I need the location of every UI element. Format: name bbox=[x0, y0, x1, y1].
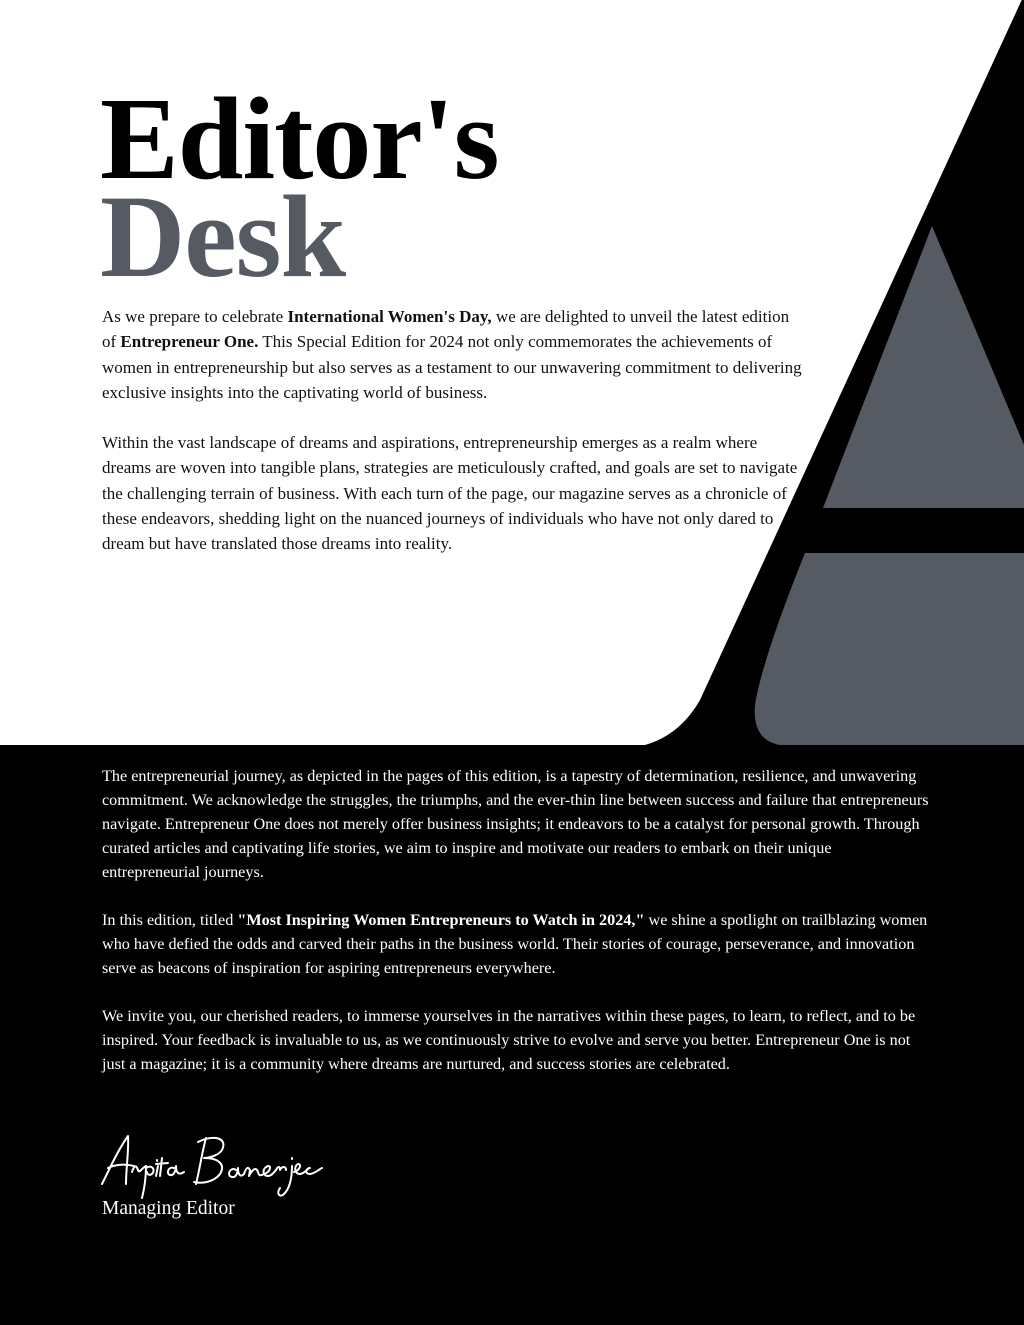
intro-paragraph-1 bbox=[102, 304, 802, 405]
intro-p1-text-c: we are delighted to unveil the latest edition of bbox=[102, 307, 790, 352]
page-title-line-1: Editor's bbox=[100, 73, 499, 204]
intro-p1-text-e: This Special Edition for 2024 not only commemorates the achievements of women in entrepreneurship but also serves as a testament to our unwavering commitment to delivering exclusive insights into the captivating world of business. bbox=[102, 332, 802, 402]
intro-paragraph-2: Within the vast landscape of dreams and aspirations, entrepreneurship emerges as a realm where dreams are woven into tangible plans, strategies are meticulously crafted, and goals are set to navigate the challenging terrain of business. With each turn of the page, our magazine serves as a chronicle of these endeavors, shedding light on the nuanced journeys of individuals who have not only dared to dream but have translated those dreams into reality. bbox=[102, 433, 798, 554]
signature-image bbox=[96, 1128, 336, 1200]
body-p2-text-a: In this edition, titled bbox=[102, 911, 238, 929]
intro-section bbox=[102, 304, 802, 582]
body-paragraph-3: We invite you, our cherished readers, to immerse yourselves in the narratives within these pages, to learn, to reflect, and to be inspired. Your feedback is invaluable to us, as we continuously strive to evolve and serve you better. Entrepreneur One is not just a magazine; it is a community where dreams are nurtured, and success stories are celebrated. bbox=[102, 1007, 916, 1073]
body-section bbox=[102, 764, 932, 1100]
body-p2-bold-edition-title: "Most Inspiring Women Entrepreneurs to Watch in 2024," bbox=[237, 911, 645, 929]
page-title-line-2: Desk bbox=[100, 171, 346, 302]
intro-p1-bold-magazine: Entrepreneur One. bbox=[120, 332, 259, 352]
intro-p1-bold-event: International Women's Day, bbox=[287, 307, 492, 326]
intro-p1-text-a: As we prepare to celebrate bbox=[102, 307, 288, 326]
body-paragraph-1: The entrepreneurial journey, as depicted in the pages of this edition, is a tapestry of determination, resilience, and unwavering commitment. We acknowledge the struggles, the triumphs, and the ever-thin line between success and failure that entrepreneurs navigate. Entrepreneur One does not merely offer business insights; it endeavors to be a catalyst for personal growth. Through curated articles and captivating life stories, we aim to inspire and motivate our readers to embark on their unique entrepreneurial journeys. bbox=[102, 767, 929, 881]
editor-role: Managing Editor bbox=[102, 1198, 235, 1219]
body-p2-text-c: we shine a spotlight on trailblazing women who have defied the odds and carved their paths in the business world. Their stories of courage, perseverance, and innovation serve as beacons of inspiration for aspiring entrepreneurs everywhere. bbox=[102, 911, 928, 977]
body-paragraph-2 bbox=[102, 908, 932, 980]
letter-a-lower-leg bbox=[755, 553, 1024, 745]
